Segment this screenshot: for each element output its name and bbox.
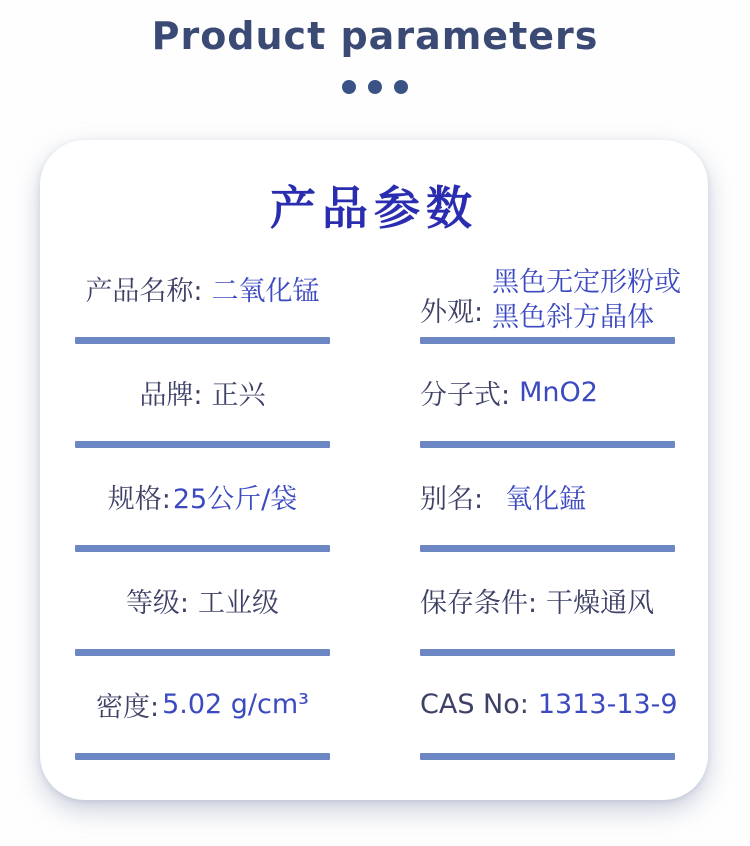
dot-icon bbox=[368, 80, 382, 94]
field-label: 规格: bbox=[107, 484, 171, 515]
page-header bbox=[0, 0, 750, 94]
field-underline bbox=[75, 337, 330, 344]
field-product-name bbox=[75, 240, 330, 344]
field-value bbox=[492, 265, 681, 335]
field-underline bbox=[75, 649, 330, 656]
field-appearance bbox=[420, 240, 682, 344]
field-value: MnO2 bbox=[519, 377, 598, 408]
field-grade bbox=[75, 552, 330, 656]
field-specification bbox=[75, 448, 330, 552]
field-underline bbox=[420, 545, 675, 552]
field-value: 干燥通风 bbox=[546, 588, 655, 619]
field-underline bbox=[420, 753, 675, 760]
field-label: 别名: bbox=[420, 484, 484, 515]
dot-icon bbox=[342, 80, 356, 94]
field-value-line: 黑色无定形粉或 bbox=[492, 267, 682, 298]
field-storage-conditions bbox=[420, 552, 675, 656]
field-density bbox=[75, 656, 330, 760]
field-underline bbox=[420, 649, 675, 656]
parameters-card bbox=[40, 140, 708, 800]
field-underline bbox=[420, 337, 675, 344]
fields-grid bbox=[75, 240, 682, 760]
field-value: 25公斤/袋 bbox=[172, 484, 298, 515]
field-label: 等级: bbox=[125, 588, 190, 619]
field-underline bbox=[420, 441, 675, 448]
field-value-line: 黑色斜方晶体 bbox=[492, 302, 655, 333]
card-title: 产品参数 bbox=[270, 181, 478, 235]
field-value: 正兴 bbox=[211, 380, 266, 411]
field-label: 品牌: bbox=[139, 380, 203, 411]
field-label: 密度: bbox=[95, 692, 160, 723]
field-value: 5.02 g/cm³ bbox=[162, 689, 309, 720]
field-cas-number bbox=[420, 656, 678, 760]
field-value: 1313-13-9 bbox=[537, 689, 678, 720]
page-title: Product parameters bbox=[151, 14, 599, 58]
field-label: 保存条件: bbox=[420, 588, 538, 619]
field-label: 外观: bbox=[420, 297, 484, 328]
field-label: 分子式: bbox=[420, 380, 511, 411]
field-alias bbox=[420, 448, 675, 552]
field-label: 产品名称: bbox=[85, 276, 203, 307]
field-underline bbox=[75, 753, 330, 760]
field-label: CAS No: bbox=[420, 689, 529, 720]
field-value: 二氧化锰 bbox=[211, 276, 320, 307]
field-underline bbox=[75, 545, 330, 552]
three-dots-icon bbox=[0, 80, 750, 94]
field-molecular-formula bbox=[420, 344, 675, 448]
field-value: 工业级 bbox=[198, 588, 280, 619]
field-value: 氧化錳 bbox=[505, 484, 587, 515]
field-underline bbox=[75, 441, 330, 448]
dot-icon bbox=[394, 80, 408, 94]
field-brand bbox=[75, 344, 330, 448]
